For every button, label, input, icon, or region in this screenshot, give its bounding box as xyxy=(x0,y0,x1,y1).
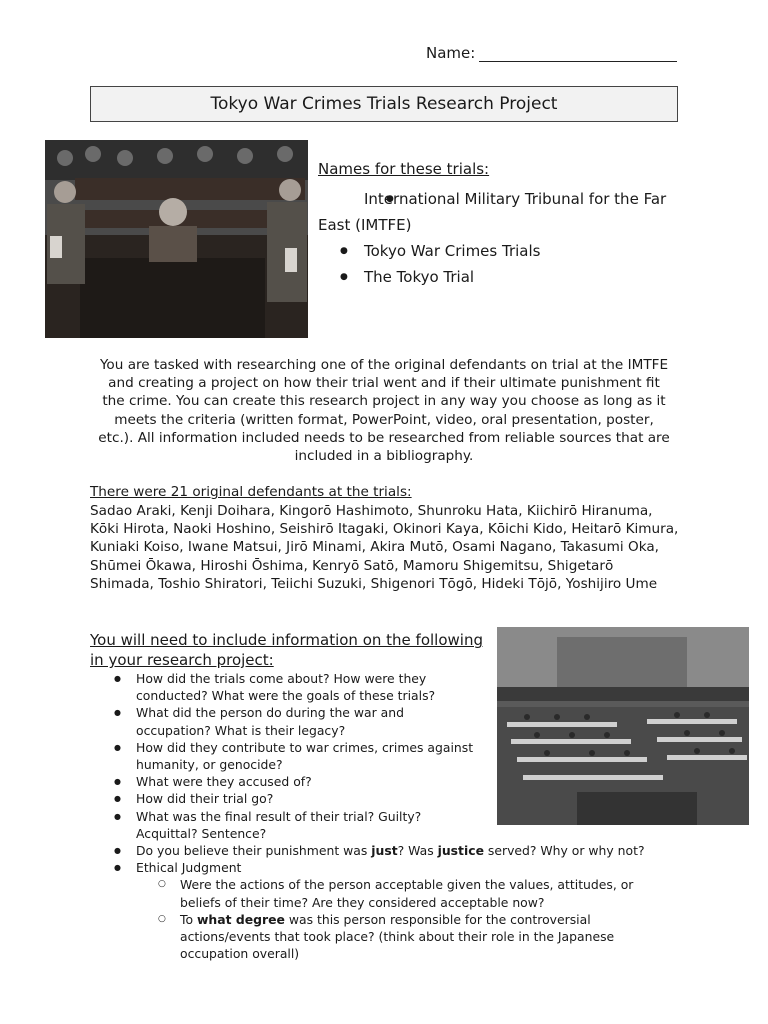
defendant-photo-image xyxy=(45,140,308,338)
degree-text-c: was this person responsible for the controversial actions/events that took place? (think about their role in the Japanese occupation overall) xyxy=(180,911,615,962)
punishment-text-e: served? Why or why not? xyxy=(483,843,645,859)
page-title xyxy=(90,86,678,122)
list-item: ● What were they accused of? xyxy=(90,773,482,790)
page-title-text: Tokyo War Crimes Trials Research Project xyxy=(210,94,558,114)
name-label: Name: xyxy=(426,44,476,62)
list-item-ethical: ● Ethical Judgment xyxy=(90,859,690,876)
trial-names-heading: Names for these trials: xyxy=(318,160,490,178)
punishment-text-c: ? Was xyxy=(397,843,438,859)
list-item: ● How did they contribute to war crimes, crimes against humanity, or genocide? xyxy=(90,739,482,773)
list-item: ● Tokyo War Crimes Trials xyxy=(318,238,678,264)
list-item: ● How did the trials come about? How were they conducted? What were the goals of these trials? xyxy=(90,670,482,704)
list-item: ● What did the person do during the war and occupation? What is their legacy? xyxy=(90,704,482,738)
list-item: ● International Military Tribunal for the Far East (IMTFE) xyxy=(318,186,678,238)
punishment-justice: justice xyxy=(437,843,484,859)
defendant-photo xyxy=(45,140,308,338)
name-blank-line xyxy=(479,45,677,62)
sub-list-item-degree xyxy=(90,911,664,963)
intro-paragraph: You are tasked with researching one of the original defendants on trial at the IMTFE and creating a project on how their trial went and if their ultimate punishment fit the crime. You can create this research project in any way you choose as long as it meets the criteria (written format, PowerPoint, video, oral presentation, poster, etc.). All information included needs to be researched from reliable sources that are included in a bibliography. xyxy=(98,357,670,465)
degree-text-a: To xyxy=(180,911,197,927)
defendants-heading: There were 21 original defendants at the trials: xyxy=(90,484,412,500)
trial-names-list xyxy=(318,186,678,290)
list-item: ● How did their trial go? xyxy=(90,790,482,807)
list-item-punishment xyxy=(90,842,690,859)
degree-emphasis: what degree xyxy=(196,911,285,927)
defendants-names: Sadao Araki, Kenji Doihara, Kingorō Hashimoto, Shunroku Hata, Kiichirō Hiranuma, Kōki Hirota, Naoki Hoshino, Seishirō Itagaki, Okinori Kaya, Kōichi Kido, Heitarō Kimura, Kuniaki Koiso, Iwane Matsui, Jirō Minami, Akira Mutō, Osami Nagano, Takasumi Oka, Shūmei Ōkawa, Hiroshi Ōshima, Kenryō Satō, Mamoru Shigemitsu, Shigetarō Shimada, Toshio Shiratori, Teiichi Suzuki, Shigenori Tōgō, Hideki Tōjō, Yoshijiro Ume xyxy=(90,503,679,592)
punishment-text-a: Do you believe their punishment was xyxy=(136,843,372,859)
list-item: ● What was the final result of their trial? Guilty? Acquittal? Sentence? xyxy=(90,808,482,842)
sub-list-item: ○ Were the actions of the person acceptable given the values, attitudes, or beliefs of their time? Are they considered acceptable now? xyxy=(90,876,664,910)
punishment-just: just xyxy=(371,843,398,859)
name-field xyxy=(426,44,677,62)
list-item: ● The Tokyo Trial xyxy=(318,264,678,290)
requirements-list xyxy=(90,670,690,962)
requirements-heading: You will need to include information on the following in your research project: xyxy=(90,631,483,669)
